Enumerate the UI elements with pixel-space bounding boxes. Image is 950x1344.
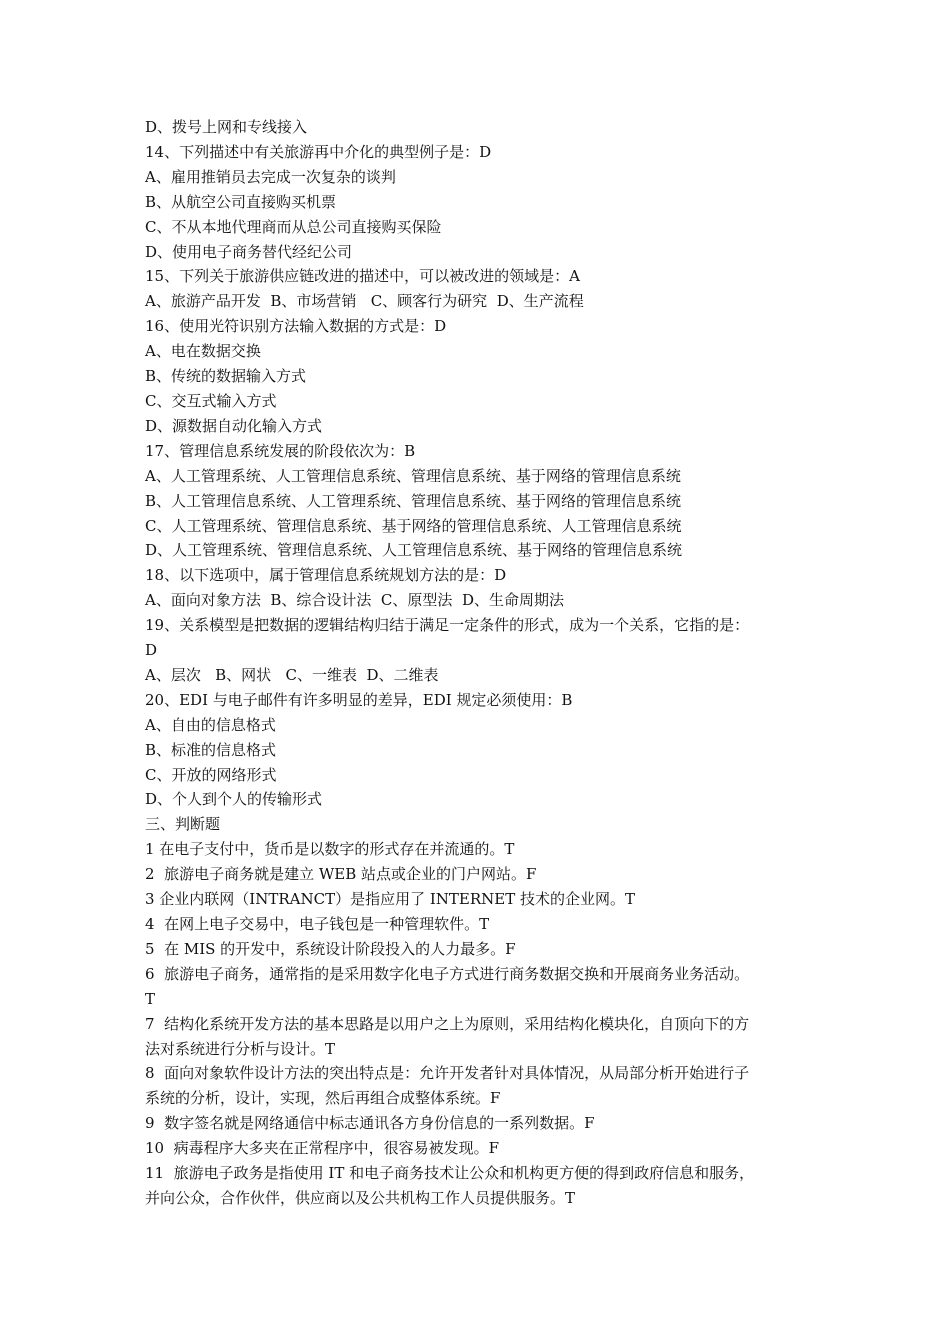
option-line: D、源数据自动化输入方式 xyxy=(145,416,323,435)
document-page xyxy=(145,115,810,1211)
statement-line: 10 病毒程序大多夹在正常程序中，很容易被发现。F xyxy=(145,1139,500,1158)
question-line: 18、以下选项中，属于管理信息系统规划方法的是：D xyxy=(145,566,507,585)
option-line: A、自由的信息格式 xyxy=(145,715,276,734)
option-line: C、不从本地代理商而从总公司直接购买保险 xyxy=(145,217,442,236)
option-line: C、人工管理系统、管理信息系统、基于网络的管理信息系统、人工管理信息系统 xyxy=(145,516,682,535)
question-line: 16、使用光符识别方法输入数据的方式是：D xyxy=(145,317,447,336)
statement-line: 8 面向对象软件设计方法的突出特点是：允许开发者针对具体情况，从局部分析开始进行子 xyxy=(145,1064,750,1083)
answer-line: T xyxy=(145,989,156,1008)
statement-line: 7 结构化系统开发方法的基本思路是以用户之上为原则，采用结构化模块化，自顶向下的方 xyxy=(145,1014,750,1033)
statement-line: 2 旅游电子商务就是建立 WEB 站点或企业的门户网站。F xyxy=(145,865,537,884)
option-line: C、开放的网络形式 xyxy=(145,765,277,784)
option-line: A、电在数据交换 xyxy=(145,342,261,361)
statement-line: 4 在网上电子交易中，电子钱包是一种管理软件。T xyxy=(145,915,490,933)
section-heading: 三、判断题 xyxy=(145,815,221,834)
option-line: D、个人到个人的传输形式 xyxy=(145,790,323,809)
option-line: D、人工管理系统、管理信息系统、人工管理信息系统、基于网络的管理信息系统 xyxy=(145,541,683,560)
statement-line: 6 旅游电子商务，通常指的是采用数字化电子方式进行商务数据交换和开展商务业务活动。 xyxy=(145,964,750,983)
option-line: D、使用电子商务替代经纪公司 xyxy=(145,242,353,261)
option-line: A、层次 B、网状 C、一维表 D、二维表 xyxy=(145,665,439,684)
option-line: B、标准的信息格式 xyxy=(145,740,277,759)
answer-line: D xyxy=(145,641,158,660)
question-line: 19、关系模型是把数据的逻辑结构归结于满足一定条件的形式，成为一个关系，它指的是： xyxy=(145,616,750,635)
question-line: 17、管理信息系统发展的阶段依次为：B xyxy=(145,441,416,460)
statement-line: 系统的分析，设计，实现，然后再组合成整体系统。F xyxy=(145,1089,501,1108)
statement-line: 并向公众，合作伙伴，供应商以及公共机构工作人员提供服务。T xyxy=(145,1188,576,1207)
statement-line: 法对系统进行分析与设计。T xyxy=(145,1039,336,1058)
question-line: 15、下列关于旅游供应链改进的描述中，可以被改进的领域是：A xyxy=(145,267,580,286)
option-line: C、交互式输入方式 xyxy=(145,391,277,410)
option-line: A、雇用推销员去完成一次复杂的谈判 xyxy=(145,167,396,186)
text-line: D、拨号上网和专线接入 xyxy=(145,118,308,136)
option-line: A、旅游产品开发 B、市场营销 C、顾客行为研究 D、生产流程 xyxy=(145,292,584,311)
statement-line: 1 在电子支付中，货币是以数字的形式存在并流通的。T xyxy=(145,840,515,859)
statement-line: 3 企业内联网（INTRANCT）是指应用了 INTERNET 技术的企业网。T xyxy=(145,890,636,909)
option-line: B、人工管理信息系统、人工管理系统、管理信息系统、基于网络的管理信息系统 xyxy=(145,491,682,510)
option-line: B、传统的数据输入方式 xyxy=(145,367,307,386)
option-line: B、从航空公司直接购买机票 xyxy=(145,192,337,211)
statement-line: 5 在 MIS 的开发中，系统设计阶段投入的人力最多。F xyxy=(145,939,516,958)
question-line: 20、EDI 与电子邮件有许多明显的差异，EDI 规定必须使用：B xyxy=(145,690,573,709)
option-line: A、人工管理系统、人工管理信息系统、管理信息系统、基于网络的管理信息系统 xyxy=(145,466,681,485)
statement-line: 9 数字签名就是网络通信中标志通讯各方身份信息的一系列数据。F xyxy=(145,1114,595,1133)
question-line: 14、下列描述中有关旅游再中介化的典型例子是：D xyxy=(145,142,492,161)
statement-line: 11 旅游电子政务是指使用 IT 和电子商务技术让公众和机构更方便的得到政府信息和服务， xyxy=(145,1164,755,1183)
option-line: A、面向对象方法 B、综合设计法 C、原型法 D、生命周期法 xyxy=(145,591,564,610)
